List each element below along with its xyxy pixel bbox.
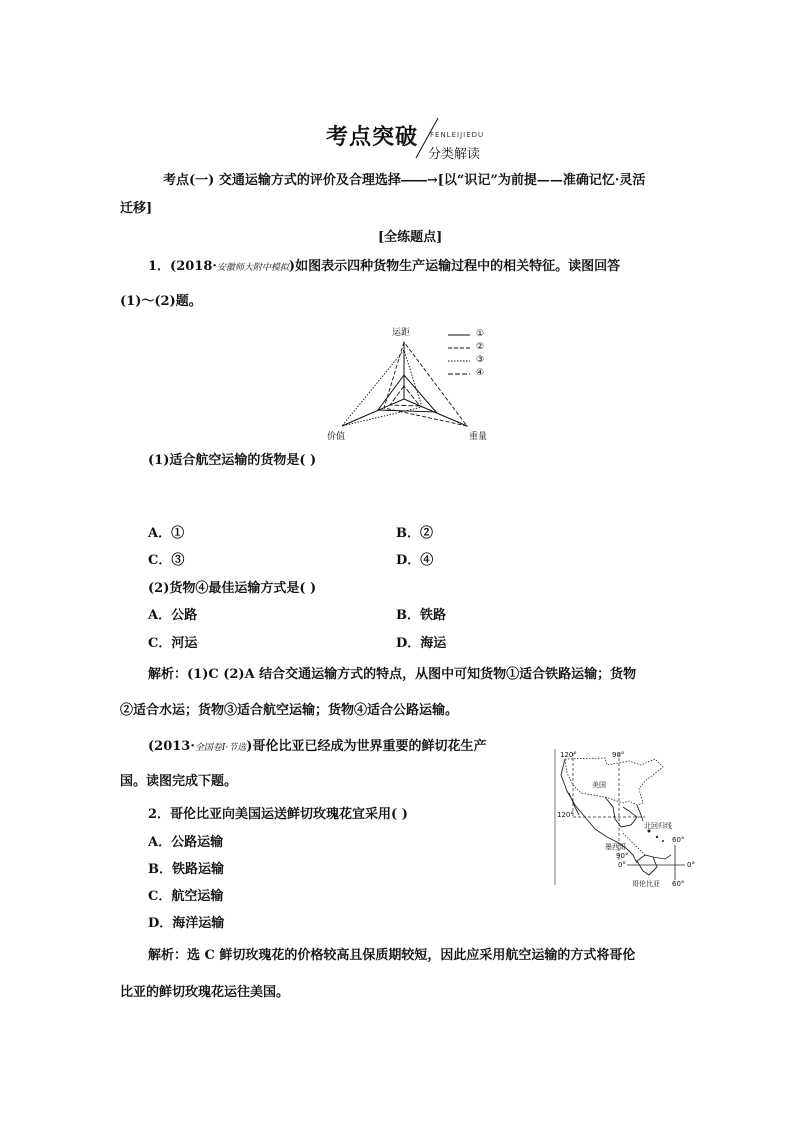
legend-4: ④ [476, 368, 485, 378]
legend-1: ① [476, 329, 485, 339]
map-lon-120-bottom: 120° [557, 811, 574, 819]
header-subtitle: 分类解读 [428, 147, 481, 162]
q2-intro-line1: (2013·全国卷Ⅰ·节选)哥伦比亚已经成为世界重要的鲜切花生产 [148, 739, 487, 754]
q2-question: 2．哥伦比亚向美国运送鲜切玫瑰花宜采用( ) [148, 807, 408, 822]
map-tropic-label: 北回归线 [644, 822, 672, 830]
q2-analysis-line1: 解析：选 C 鲜切玫瑰花的价格较高且保质期较短，因此应采用航空运输的方式将哥伦 [148, 948, 636, 963]
radar-chart [320, 320, 500, 442]
map-equator-left: 0° [618, 861, 626, 869]
map-lon-90-bottom: 90° [616, 852, 629, 860]
q1-stem-line1: 1．(2018·安徽师大附中模拟)如图表示四种货物生产运输过程中的相关特征。读图回答 [148, 259, 621, 274]
q1-sub1-option-b: B．② [396, 526, 433, 541]
q1-sub1-question: (1)适合航空运输的货物是( ) [148, 453, 317, 468]
axis-label-weight: 重量 [469, 432, 488, 442]
q1-sub1-option-c: C．③ [148, 553, 185, 568]
q1-sub2-question: (2)货物④最佳运输方式是( ) [148, 581, 317, 596]
header-pinyin: FENLEIJIEDU [430, 131, 485, 139]
map-lon-90-top: 90° [612, 751, 625, 759]
series-3 [342, 350, 422, 426]
q1-sub1-option-d: D．④ [396, 553, 434, 568]
map-lon-60-bottom: 60° [672, 880, 685, 888]
map-mexico-label: 墨西哥 [605, 843, 626, 851]
q2-option-b: B．铁路运输 [148, 862, 224, 877]
legend-3: ③ [476, 355, 485, 365]
q1-analysis-line1: 解析：(1)C (2)A 结合交通运输方式的特点，从图中可知货物①适合铁路运输；货物 [148, 667, 637, 682]
section-heading-line1: 考点(一) 交通运输方式的评价及合理选择――→[以“识记”为前提——准确记忆·灵活 [163, 173, 646, 188]
map-equator-right: 0° [687, 861, 695, 869]
legend-2: ② [476, 342, 485, 352]
axis-label-distance: 运距 [392, 328, 411, 338]
section-heading-line2: 迁移] [120, 201, 153, 216]
q2-option-a: A．公路运输 [148, 835, 224, 850]
axis-value [342, 399, 404, 426]
q1-analysis-line2: ②适合水运；货物③适合航空运输；货物④适合公路运输。 [120, 703, 459, 718]
q1-sub2-option-c: C．河运 [148, 636, 198, 651]
q1-sub2-option-b: B．铁路 [396, 608, 446, 623]
q1-stem-line2: (1)～(2)题。 [120, 294, 202, 309]
q2-option-d: D．海洋运输 [148, 916, 225, 931]
q2-analysis-line2: 比亚的鲜切玫瑰花运往美国。 [120, 985, 290, 1000]
map-colombia-label: 哥伦比亚 [632, 880, 660, 888]
q1-sub1-option-a: A．① [148, 526, 185, 541]
q2-source: 全国卷Ⅰ·节选 [194, 743, 247, 753]
map-lon-120-top: 120° [560, 751, 577, 759]
section-tag: [全练题点] [378, 230, 443, 245]
header-title: 考点突破 [326, 125, 419, 150]
q2-option-c: C．航空运输 [148, 889, 224, 904]
map-lon-60-top: 60° [672, 836, 685, 844]
axis-weight [404, 399, 467, 426]
q1-sub2-option-d: D．海运 [396, 636, 447, 651]
map-usa-label: 美国 [592, 781, 606, 789]
q2-intro-line2: 国。读图完成下题。 [120, 774, 238, 789]
axis-label-value: 价值 [327, 432, 346, 442]
q1-source: 安徽师大附中模拟 [216, 263, 289, 273]
q1-sub2-option-a: A．公路 [148, 608, 198, 623]
